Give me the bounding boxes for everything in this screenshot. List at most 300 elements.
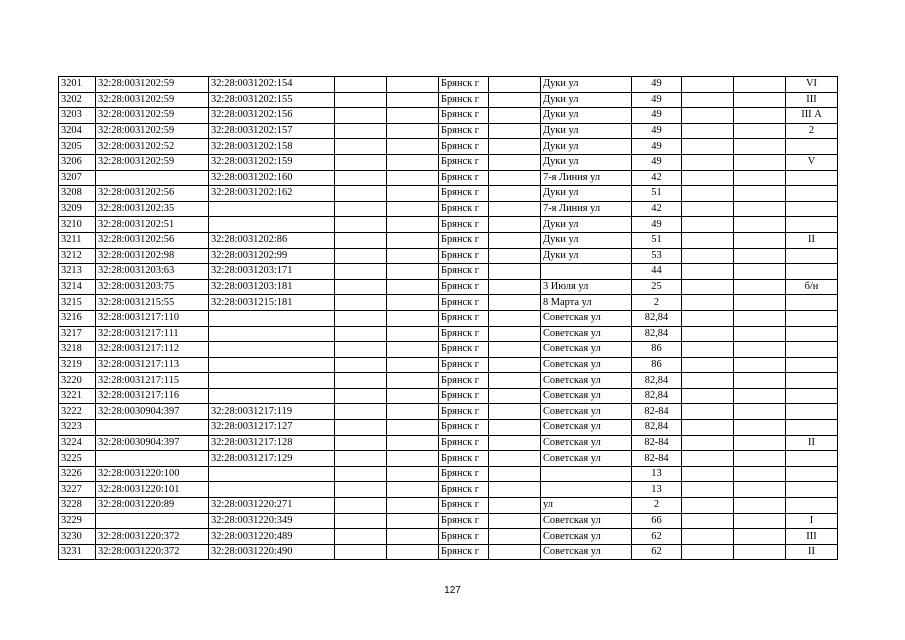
city-cell: Брянск г (439, 108, 489, 124)
empty-cell (387, 170, 439, 186)
linked-cadastral-number-cell (209, 373, 335, 389)
empty-cell (682, 373, 734, 389)
table-row (59, 108, 838, 124)
empty-cell (734, 248, 786, 264)
city-cell: Брянск г (439, 529, 489, 545)
street-cell (541, 466, 632, 482)
empty-cell (387, 123, 439, 139)
empty-cell (682, 326, 734, 342)
city-cell: Брянск г (439, 373, 489, 389)
cadastral-number-cell: 32:28:0031202:35 (96, 201, 209, 217)
empty-cell (387, 186, 439, 202)
empty-cell (489, 186, 541, 202)
house-number-cell: 49 (632, 108, 682, 124)
house-number-cell: 13 (632, 482, 682, 498)
empty-cell (489, 466, 541, 482)
empty-cell (734, 279, 786, 295)
street-cell: Советская ул (541, 310, 632, 326)
empty-cell (734, 170, 786, 186)
row-number-cell: 3227 (59, 482, 96, 498)
empty-cell (489, 451, 541, 467)
apartment-cell: III (786, 529, 838, 545)
apartment-cell (786, 201, 838, 217)
empty-cell (489, 108, 541, 124)
empty-cell (489, 279, 541, 295)
empty-cell (734, 466, 786, 482)
empty-cell (489, 420, 541, 436)
empty-cell (335, 466, 387, 482)
empty-cell (335, 170, 387, 186)
cadastral-number-cell: 32:28:0031217:113 (96, 357, 209, 373)
house-number-cell: 49 (632, 123, 682, 139)
empty-cell (682, 466, 734, 482)
apartment-cell (786, 498, 838, 514)
cadastral-number-cell: 32:28:0031202:59 (96, 92, 209, 108)
empty-cell (387, 388, 439, 404)
city-cell: Брянск г (439, 123, 489, 139)
empty-cell (387, 342, 439, 358)
street-cell: Советская ул (541, 513, 632, 529)
apartment-cell (786, 451, 838, 467)
empty-cell (682, 170, 734, 186)
empty-cell (682, 232, 734, 248)
empty-cell (387, 357, 439, 373)
house-number-cell: 53 (632, 248, 682, 264)
linked-cadastral-number-cell: 32:28:0031215:181 (209, 295, 335, 311)
empty-cell (682, 186, 734, 202)
empty-cell (682, 295, 734, 311)
city-cell: Брянск г (439, 139, 489, 155)
cadastral-number-cell: 32:28:0031220:100 (96, 466, 209, 482)
street-cell: Дуки ул (541, 123, 632, 139)
empty-cell (489, 232, 541, 248)
table-row (59, 420, 838, 436)
empty-cell (682, 139, 734, 155)
table-row (59, 170, 838, 186)
city-cell: Брянск г (439, 295, 489, 311)
apartment-cell (786, 482, 838, 498)
linked-cadastral-number-cell: 32:28:0031217:119 (209, 404, 335, 420)
empty-cell (387, 498, 439, 514)
empty-cell (682, 342, 734, 358)
empty-cell (387, 326, 439, 342)
linked-cadastral-number-cell (209, 201, 335, 217)
linked-cadastral-number-cell: 32:28:0031202:157 (209, 123, 335, 139)
table-row (59, 279, 838, 295)
empty-cell (335, 373, 387, 389)
empty-cell (734, 264, 786, 280)
empty-cell (387, 420, 439, 436)
linked-cadastral-number-cell: 32:28:0031202:155 (209, 92, 335, 108)
empty-cell (387, 279, 439, 295)
row-number-cell: 3220 (59, 373, 96, 389)
empty-cell (387, 232, 439, 248)
empty-cell (335, 77, 387, 93)
empty-cell (489, 264, 541, 280)
table-row (59, 482, 838, 498)
row-number-cell: 3206 (59, 154, 96, 170)
house-number-cell: 82,84 (632, 326, 682, 342)
linked-cadastral-number-cell: 32:28:0031220:489 (209, 529, 335, 545)
empty-cell (734, 123, 786, 139)
city-cell: Брянск г (439, 264, 489, 280)
street-cell (541, 482, 632, 498)
empty-cell (734, 482, 786, 498)
cadastral-number-cell: 32:28:0031217:115 (96, 373, 209, 389)
apartment-cell: VI (786, 77, 838, 93)
house-number-cell: 49 (632, 92, 682, 108)
apartment-cell: III А (786, 108, 838, 124)
empty-cell (489, 217, 541, 233)
empty-cell (734, 232, 786, 248)
house-number-cell: 44 (632, 264, 682, 280)
city-cell: Брянск г (439, 232, 489, 248)
row-number-cell: 3208 (59, 186, 96, 202)
apartment-cell: II (786, 232, 838, 248)
street-cell: 8 Марта ул (541, 295, 632, 311)
table-row (59, 217, 838, 233)
empty-cell (387, 108, 439, 124)
empty-cell (335, 279, 387, 295)
cadastral-number-cell: 32:28:0031220:101 (96, 482, 209, 498)
cadastral-number-cell: 32:28:0031203:75 (96, 279, 209, 295)
empty-cell (335, 420, 387, 436)
empty-cell (387, 482, 439, 498)
street-cell: 7-я Линия ул (541, 201, 632, 217)
linked-cadastral-number-cell (209, 388, 335, 404)
empty-cell (682, 420, 734, 436)
row-number-cell: 3215 (59, 295, 96, 311)
table-row (59, 498, 838, 514)
house-number-cell: 13 (632, 466, 682, 482)
empty-cell (682, 123, 734, 139)
table-row (59, 201, 838, 217)
linked-cadastral-number-cell: 32:28:0031202:160 (209, 170, 335, 186)
empty-cell (489, 123, 541, 139)
city-cell: Брянск г (439, 92, 489, 108)
empty-cell (489, 77, 541, 93)
cadastral-number-cell: 32:28:0031220:372 (96, 544, 209, 560)
empty-cell (682, 529, 734, 545)
empty-cell (335, 108, 387, 124)
table-row (59, 357, 838, 373)
cadastral-number-cell: 32:28:0031203:63 (96, 264, 209, 280)
empty-cell (489, 544, 541, 560)
table-row (59, 404, 838, 420)
street-cell: Советская ул (541, 435, 632, 451)
apartment-cell (786, 357, 838, 373)
empty-cell (734, 108, 786, 124)
empty-cell (387, 373, 439, 389)
street-cell: Советская ул (541, 326, 632, 342)
cadastral-number-cell (96, 451, 209, 467)
empty-cell (335, 92, 387, 108)
empty-cell (682, 388, 734, 404)
city-cell: Брянск г (439, 388, 489, 404)
empty-cell (335, 217, 387, 233)
street-cell: Советская ул (541, 529, 632, 545)
street-cell: Дуки ул (541, 77, 632, 93)
row-number-cell: 3207 (59, 170, 96, 186)
house-number-cell: 49 (632, 154, 682, 170)
city-cell: Брянск г (439, 466, 489, 482)
empty-cell (734, 295, 786, 311)
cadastral-number-cell: 32:28:0031202:59 (96, 154, 209, 170)
apartment-cell (786, 404, 838, 420)
row-number-cell: 3213 (59, 264, 96, 280)
table-row (59, 373, 838, 389)
cadastral-number-cell: 32:28:0031202:56 (96, 232, 209, 248)
empty-cell (489, 139, 541, 155)
row-number-cell: 3221 (59, 388, 96, 404)
empty-cell (387, 248, 439, 264)
empty-cell (387, 310, 439, 326)
linked-cadastral-number-cell: 32:28:0031202:158 (209, 139, 335, 155)
empty-cell (335, 404, 387, 420)
row-number-cell: 3223 (59, 420, 96, 436)
street-cell: Советская ул (541, 420, 632, 436)
street-cell: Дуки ул (541, 186, 632, 202)
street-cell: 3 Июля ул (541, 279, 632, 295)
house-number-cell: 49 (632, 77, 682, 93)
empty-cell (335, 123, 387, 139)
house-number-cell: 82,84 (632, 310, 682, 326)
table-row (59, 139, 838, 155)
cadastral-number-cell: 32:28:0031217:111 (96, 326, 209, 342)
linked-cadastral-number-cell (209, 326, 335, 342)
apartment-cell: 2 (786, 123, 838, 139)
row-number-cell: 3211 (59, 232, 96, 248)
empty-cell (335, 544, 387, 560)
empty-cell (387, 451, 439, 467)
linked-cadastral-number-cell: 32:28:0031220:490 (209, 544, 335, 560)
street-cell: Дуки ул (541, 232, 632, 248)
empty-cell (335, 435, 387, 451)
empty-cell (734, 529, 786, 545)
apartment-cell: II (786, 544, 838, 560)
cadastral-number-cell: 32:28:0031202:98 (96, 248, 209, 264)
registry-table (58, 76, 838, 560)
empty-cell (734, 513, 786, 529)
empty-cell (489, 498, 541, 514)
house-number-cell: 42 (632, 201, 682, 217)
house-number-cell: 2 (632, 295, 682, 311)
city-cell: Брянск г (439, 310, 489, 326)
apartment-cell (786, 373, 838, 389)
empty-cell (682, 435, 734, 451)
empty-cell (387, 529, 439, 545)
cadastral-number-cell: 32:28:0031220:372 (96, 529, 209, 545)
table-row (59, 435, 838, 451)
row-number-cell: 3218 (59, 342, 96, 358)
empty-cell (387, 77, 439, 93)
row-number-cell: 3226 (59, 466, 96, 482)
street-cell: Дуки ул (541, 139, 632, 155)
empty-cell (335, 529, 387, 545)
empty-cell (387, 201, 439, 217)
empty-cell (489, 170, 541, 186)
empty-cell (682, 108, 734, 124)
apartment-cell (786, 248, 838, 264)
city-cell: Брянск г (439, 77, 489, 93)
city-cell: Брянск г (439, 326, 489, 342)
house-number-cell: 86 (632, 357, 682, 373)
linked-cadastral-number-cell: 32:28:0031202:162 (209, 186, 335, 202)
apartment-cell (786, 217, 838, 233)
table-row (59, 544, 838, 560)
city-cell: Брянск г (439, 544, 489, 560)
table-row (59, 248, 838, 264)
empty-cell (335, 295, 387, 311)
empty-cell (682, 279, 734, 295)
street-cell: Дуки ул (541, 108, 632, 124)
street-cell: Дуки ул (541, 217, 632, 233)
house-number-cell: 51 (632, 232, 682, 248)
city-cell: Брянск г (439, 404, 489, 420)
apartment-cell: б/н (786, 279, 838, 295)
empty-cell (682, 154, 734, 170)
empty-cell (387, 139, 439, 155)
row-number-cell: 3217 (59, 326, 96, 342)
house-number-cell: 51 (632, 186, 682, 202)
empty-cell (682, 248, 734, 264)
linked-cadastral-number-cell: 32:28:0031217:128 (209, 435, 335, 451)
city-cell: Брянск г (439, 248, 489, 264)
linked-cadastral-number-cell (209, 482, 335, 498)
empty-cell (335, 451, 387, 467)
table-row (59, 310, 838, 326)
street-cell: Советская ул (541, 388, 632, 404)
table-row (59, 186, 838, 202)
house-number-cell: 82,84 (632, 388, 682, 404)
empty-cell (387, 295, 439, 311)
table-row (59, 92, 838, 108)
cadastral-number-cell: 32:28:0030904:397 (96, 435, 209, 451)
linked-cadastral-number-cell: 32:28:0031202:159 (209, 154, 335, 170)
city-cell: Брянск г (439, 357, 489, 373)
house-number-cell: 82,84 (632, 420, 682, 436)
linked-cadastral-number-cell: 32:28:0031220:349 (209, 513, 335, 529)
apartment-cell: I (786, 513, 838, 529)
table-row (59, 529, 838, 545)
house-number-cell: 62 (632, 544, 682, 560)
city-cell: Брянск г (439, 435, 489, 451)
empty-cell (489, 482, 541, 498)
empty-cell (682, 544, 734, 560)
apartment-cell: III (786, 92, 838, 108)
apartment-cell (786, 170, 838, 186)
linked-cadastral-number-cell: 32:28:0031202:86 (209, 232, 335, 248)
page-number: 127 (444, 585, 461, 596)
cadastral-number-cell: 32:28:0031202:59 (96, 77, 209, 93)
empty-cell (734, 544, 786, 560)
empty-cell (489, 388, 541, 404)
street-cell: Советская ул (541, 373, 632, 389)
cadastral-number-cell: 32:28:0031217:112 (96, 342, 209, 358)
table-row (59, 451, 838, 467)
linked-cadastral-number-cell: 32:28:0031202:154 (209, 77, 335, 93)
row-number-cell: 3212 (59, 248, 96, 264)
empty-cell (682, 513, 734, 529)
empty-cell (335, 232, 387, 248)
row-number-cell: 3216 (59, 310, 96, 326)
house-number-cell: 66 (632, 513, 682, 529)
table-row (59, 466, 838, 482)
linked-cadastral-number-cell (209, 466, 335, 482)
street-cell (541, 264, 632, 280)
city-cell: Брянск г (439, 201, 489, 217)
linked-cadastral-number-cell: 32:28:0031203:171 (209, 264, 335, 280)
empty-cell (335, 264, 387, 280)
empty-cell (489, 404, 541, 420)
cadastral-number-cell: 32:28:0031217:116 (96, 388, 209, 404)
house-number-cell: 82-84 (632, 451, 682, 467)
empty-cell (489, 529, 541, 545)
cadastral-number-cell: 32:28:0031202:52 (96, 139, 209, 155)
empty-cell (489, 248, 541, 264)
empty-cell (387, 264, 439, 280)
row-number-cell: 3201 (59, 77, 96, 93)
cadastral-number-cell (96, 170, 209, 186)
empty-cell (489, 295, 541, 311)
linked-cadastral-number-cell: 32:28:0031220:271 (209, 498, 335, 514)
city-cell: Брянск г (439, 217, 489, 233)
city-cell: Брянск г (439, 154, 489, 170)
row-number-cell: 3230 (59, 529, 96, 545)
empty-cell (335, 498, 387, 514)
empty-cell (387, 544, 439, 560)
empty-cell (734, 217, 786, 233)
city-cell: Брянск г (439, 420, 489, 436)
empty-cell (335, 186, 387, 202)
empty-cell (335, 248, 387, 264)
empty-cell (489, 513, 541, 529)
apartment-cell (786, 342, 838, 358)
empty-cell (734, 77, 786, 93)
city-cell: Брянск г (439, 513, 489, 529)
empty-cell (489, 357, 541, 373)
empty-cell (734, 435, 786, 451)
table-row (59, 513, 838, 529)
cadastral-number-cell: 32:28:0030904:397 (96, 404, 209, 420)
city-cell: Брянск г (439, 482, 489, 498)
street-cell: ул (541, 498, 632, 514)
empty-cell (489, 310, 541, 326)
house-number-cell: 42 (632, 170, 682, 186)
city-cell: Брянск г (439, 451, 489, 467)
empty-cell (734, 154, 786, 170)
empty-cell (489, 92, 541, 108)
apartment-cell (786, 139, 838, 155)
empty-cell (682, 92, 734, 108)
row-number-cell: 3225 (59, 451, 96, 467)
row-number-cell: 3210 (59, 217, 96, 233)
linked-cadastral-number-cell (209, 342, 335, 358)
table-row (59, 123, 838, 139)
apartment-cell (786, 264, 838, 280)
city-cell: Брянск г (439, 342, 489, 358)
row-number-cell: 3222 (59, 404, 96, 420)
cadastral-number-cell: 32:28:0031220:89 (96, 498, 209, 514)
row-number-cell: 3204 (59, 123, 96, 139)
house-number-cell: 62 (632, 529, 682, 545)
empty-cell (734, 326, 786, 342)
street-cell: Дуки ул (541, 92, 632, 108)
empty-cell (387, 92, 439, 108)
empty-cell (335, 154, 387, 170)
city-cell: Брянск г (439, 279, 489, 295)
empty-cell (734, 139, 786, 155)
